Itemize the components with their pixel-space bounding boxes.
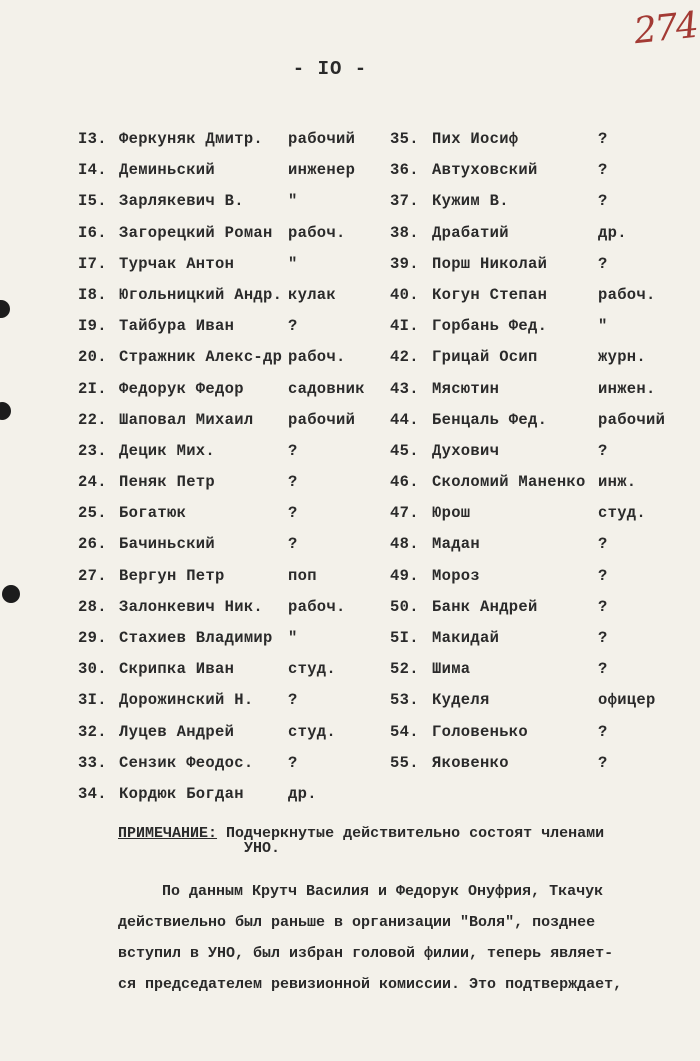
list-entry	[390, 407, 680, 438]
entry-occupation: садовник	[288, 379, 365, 398]
entry-occupation: рабочий	[288, 410, 356, 429]
entry-number: 38.	[390, 223, 419, 242]
entry-name: Мясютин	[432, 379, 500, 398]
entry-occupation: "	[598, 317, 608, 336]
entry-name: Макидай	[432, 629, 500, 647]
entry-occupation: ?	[288, 753, 298, 772]
list-entry	[390, 282, 680, 313]
entry-number: 28.	[78, 597, 107, 616]
entry-occupation: поп	[288, 566, 317, 585]
entry-number: 44.	[390, 410, 419, 429]
entry-occupation: ?	[598, 660, 608, 679]
entry-occupation: ?	[598, 441, 608, 460]
entry-number: 54.	[390, 722, 419, 741]
entry-occupation: студ.	[288, 722, 337, 741]
entry-occupation: рабочий	[288, 130, 356, 148]
entry-occupation: ?	[598, 130, 608, 148]
entry-name: Тайбура Иван	[119, 317, 235, 336]
entry-occupation: ?	[598, 753, 608, 772]
entry-occupation: офицер	[598, 691, 656, 710]
entry-name: Порш Николай	[432, 254, 548, 273]
entry-number: 49.	[390, 566, 419, 585]
list-entry	[78, 188, 378, 219]
list-entry	[390, 594, 680, 625]
entry-occupation: инжен.	[598, 379, 656, 398]
entry-occupation: рабочий	[598, 410, 666, 429]
left-name-column	[78, 126, 378, 812]
punch-hole-middle	[0, 402, 11, 420]
entry-name: Богатюк	[119, 504, 187, 523]
list-entry	[390, 376, 680, 407]
entry-occupation: студ.	[288, 660, 337, 679]
entry-occupation: рабоч.	[288, 597, 346, 616]
list-entry	[78, 126, 378, 157]
body-line: ся председателем ревизионной комиссии. Это подтверждает,	[118, 976, 623, 993]
entry-name: Мадан	[432, 535, 481, 554]
list-entry	[78, 220, 378, 251]
list-entry	[390, 313, 680, 344]
page-number: - IO -	[292, 58, 368, 80]
list-entry	[78, 251, 378, 282]
entry-name: Скрипка Иван	[119, 660, 235, 679]
entry-name: Стражник Алекс-др	[119, 348, 283, 367]
entry-number: 3I.	[78, 691, 107, 710]
entry-occupation: ?	[598, 161, 608, 180]
entry-name: Пеняк Петр	[119, 473, 216, 492]
entry-name: Яковенко	[432, 753, 509, 772]
entry-number: 53.	[390, 691, 419, 710]
entry-name: Деминьский	[119, 161, 216, 180]
entry-occupation: ?	[598, 566, 608, 585]
note-block	[118, 826, 688, 856]
list-entry	[78, 407, 378, 438]
entry-occupation: рабоч.	[598, 285, 656, 304]
entry-number: I8.	[78, 285, 107, 304]
list-entry	[390, 157, 680, 188]
entry-number: 33.	[78, 753, 107, 772]
entry-occupation: ?	[288, 441, 298, 460]
entry-occupation: ?	[288, 691, 298, 710]
note-label: ПРИМЕЧАНИЕ:	[118, 825, 218, 842]
list-entry	[78, 500, 378, 531]
body-line: По данным Крутч Василия и Федорук Онуфрия, Ткачук	[162, 883, 604, 900]
note-text: Подчеркнутые действительно состоят членами	[226, 825, 605, 842]
entry-occupation: "	[288, 254, 298, 273]
list-entry	[78, 625, 378, 656]
entry-name: Стахиев Владимир	[119, 629, 273, 647]
entry-name: Куделя	[432, 691, 490, 710]
entry-name: Автуховский	[432, 161, 538, 180]
entry-name: Дорожинский Н.	[119, 691, 254, 710]
entry-number: 29.	[78, 629, 107, 647]
entry-name: Духович	[432, 441, 500, 460]
entry-number: 26.	[78, 535, 107, 554]
entry-occupation: др.	[288, 784, 317, 803]
list-entry	[390, 251, 680, 282]
list-entry	[78, 313, 378, 344]
entry-occupation: "	[288, 192, 298, 211]
entry-number: 23.	[78, 441, 107, 460]
entry-number: 27.	[78, 566, 107, 585]
entry-occupation: ?	[288, 317, 298, 336]
list-entry	[78, 531, 378, 562]
entry-number: 39.	[390, 254, 419, 273]
entry-name: Загорецкий Роман	[119, 223, 273, 242]
entry-name: Югольницкий Андр.	[119, 285, 283, 304]
entry-number: 37.	[390, 192, 419, 211]
entry-name: Децик Мих.	[119, 441, 216, 460]
list-entry	[390, 625, 680, 656]
entry-occupation: рабоч.	[288, 223, 346, 242]
entry-number: 5I.	[390, 629, 419, 647]
list-entry	[390, 220, 680, 251]
entry-number: 25.	[78, 504, 107, 523]
entry-name: Зарлякевич В.	[119, 192, 244, 211]
entry-occupation: ?	[288, 535, 298, 554]
list-entry	[78, 344, 378, 375]
body-line: действиельно был раньше в организации "Воля", позднее	[118, 914, 596, 931]
entry-number: 30.	[78, 660, 107, 679]
list-entry	[390, 719, 680, 750]
entry-occupation: др.	[598, 223, 627, 242]
entry-occupation: "	[288, 629, 298, 647]
list-entry	[78, 781, 378, 812]
entry-name: Луцев Андрей	[119, 722, 235, 741]
entry-number: 24.	[78, 473, 107, 492]
entry-occupation: ?	[598, 192, 608, 211]
entry-name: Кужим В.	[432, 192, 509, 211]
entry-number: 52.	[390, 660, 419, 679]
entry-name: Когун Степан	[432, 285, 548, 304]
entry-number: 2I.	[78, 379, 107, 398]
entry-occupation: инженер	[288, 161, 356, 180]
entry-name: Сколомий Маненко	[432, 473, 586, 492]
entry-occupation: ?	[288, 504, 298, 523]
entry-occupation: ?	[598, 722, 608, 741]
list-entry	[390, 344, 680, 375]
list-entry	[78, 656, 378, 687]
entry-name: Турчак Антон	[119, 254, 235, 273]
archive-page-number: 274	[632, 4, 699, 53]
note-continuation: УНО.	[244, 840, 281, 857]
list-entry	[390, 563, 680, 594]
entry-occupation: ?	[598, 629, 608, 647]
punch-hole-top	[0, 300, 10, 318]
entry-name: Пих Иосиф	[432, 130, 519, 148]
list-entry	[78, 157, 378, 188]
list-entry	[390, 438, 680, 469]
entry-number: 36.	[390, 161, 419, 180]
entry-number: 45.	[390, 441, 419, 460]
list-entry	[78, 719, 378, 750]
list-entry	[78, 563, 378, 594]
entry-occupation: ?	[598, 535, 608, 554]
entry-name: Головенько	[432, 722, 529, 741]
entry-name: Грицай Осип	[432, 348, 538, 367]
list-entry	[390, 469, 680, 500]
entry-number: 4I.	[390, 317, 419, 336]
entry-number: I9.	[78, 317, 107, 336]
entry-number: I4.	[78, 161, 107, 180]
entry-occupation: журн.	[598, 348, 647, 367]
entry-name: Залонкевич Ник.	[119, 597, 264, 616]
punch-hole-bottom	[2, 585, 20, 603]
list-entry	[390, 126, 680, 157]
entry-name: Мороз	[432, 566, 481, 585]
entry-number: 40.	[390, 285, 419, 304]
list-entry	[390, 656, 680, 687]
entry-occupation: кулак	[288, 285, 337, 304]
entry-number: 50.	[390, 597, 419, 616]
entry-number: 34.	[78, 784, 107, 803]
entry-occupation: ?	[288, 473, 298, 492]
list-entry	[390, 750, 680, 781]
entry-number: I3.	[78, 130, 107, 148]
entry-name: Вергун Петр	[119, 566, 225, 585]
list-entry	[78, 376, 378, 407]
entry-name: Драбатий	[432, 223, 509, 242]
list-entry	[78, 594, 378, 625]
list-entry	[78, 687, 378, 718]
entry-number: I5.	[78, 192, 107, 211]
entry-name: Бачиньский	[119, 535, 216, 554]
entry-number: 42.	[390, 348, 419, 367]
entry-name: Шима	[432, 660, 471, 679]
body-line: вступил в УНО, был избран головой филии, теперь являет-	[118, 945, 614, 962]
list-entry	[78, 282, 378, 313]
entry-number: 46.	[390, 473, 419, 492]
right-name-column	[390, 126, 680, 781]
entry-number: 20.	[78, 348, 107, 367]
list-entry	[78, 750, 378, 781]
entry-name: Банк Андрей	[432, 597, 538, 616]
entry-number: 47.	[390, 504, 419, 523]
entry-number: 35.	[390, 130, 419, 148]
list-entry	[78, 469, 378, 500]
entry-name: Феркуняк Дмитр.	[119, 130, 264, 148]
entry-occupation: студ.	[598, 504, 647, 523]
entry-name: Кордюк Богдан	[119, 784, 244, 803]
entry-number: 48.	[390, 535, 419, 554]
entry-name: Шаповал Михаил	[119, 410, 254, 429]
body-paragraph	[118, 876, 683, 1000]
entry-number: I6.	[78, 223, 107, 242]
entry-number: 22.	[78, 410, 107, 429]
entry-number: 32.	[78, 722, 107, 741]
entry-name: Бенцаль Фед.	[432, 410, 548, 429]
list-entry	[390, 500, 680, 531]
entry-number: I7.	[78, 254, 107, 273]
list-entry	[390, 531, 680, 562]
list-entry	[390, 687, 680, 718]
entry-number: 43.	[390, 379, 419, 398]
entry-name: Юрош	[432, 504, 471, 523]
list-entry	[390, 188, 680, 219]
entry-name: Сензик Феодос.	[119, 753, 254, 772]
entry-occupation: рабоч.	[288, 348, 346, 367]
entry-occupation: ?	[598, 254, 608, 273]
list-entry	[78, 438, 378, 469]
entry-occupation: инж.	[598, 473, 637, 492]
entry-occupation: ?	[598, 597, 608, 616]
entry-number: 55.	[390, 753, 419, 772]
entry-name: Горбань Фед.	[432, 317, 548, 336]
entry-name: Федорук Федор	[119, 379, 244, 398]
